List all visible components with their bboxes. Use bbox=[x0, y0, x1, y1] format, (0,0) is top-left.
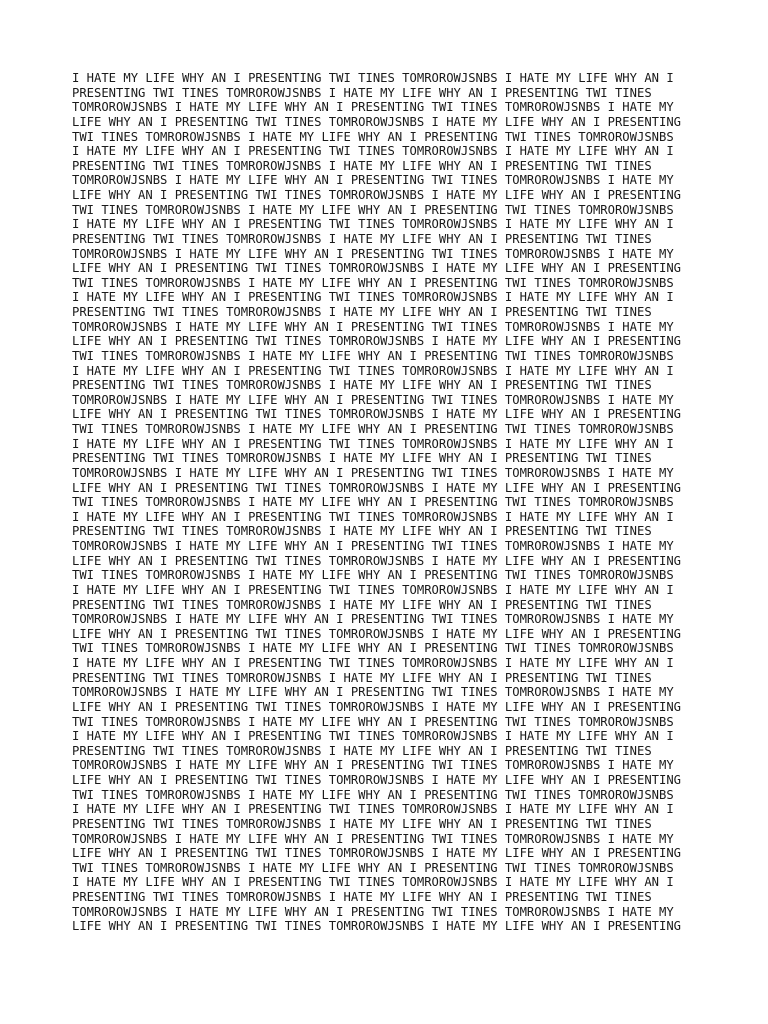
text-line: TOMROROWJSNBS I HATE MY LIFE WHY AN I PRESENTING TWI TINES TOMROROWJSNBS I HATE MY bbox=[72, 465, 674, 480]
text-line: TWI TINES TOMROROWJSNBS I HATE MY LIFE WHY AN I PRESENTING TWI TINES TOMROROWJSNBS bbox=[72, 787, 674, 802]
text-line: LIFE WHY AN I PRESENTING TWI TINES TOMROROWJSNBS I HATE MY LIFE WHY AN I PRESENTING bbox=[72, 334, 682, 349]
text-line: PRESENTING TWI TINES TOMROROWJSNBS I HATE MY LIFE WHY AN I PRESENTING TWI TINES bbox=[72, 670, 652, 685]
text-line: TOMROROWJSNBS I HATE MY LIFE WHY AN I PRESENTING TWI TINES TOMROROWJSNBS I HATE MY bbox=[72, 904, 674, 919]
text-line: TOMROROWJSNBS I HATE MY LIFE WHY AN I PRESENTING TWI TINES TOMROROWJSNBS I HATE MY bbox=[72, 758, 674, 773]
text-line: I HATE MY LIFE WHY AN I PRESENTING TWI TINES TOMROROWJSNBS I HATE MY LIFE WHY AN I bbox=[72, 71, 674, 85]
text-line: TWI TINES TOMROROWJSNBS I HATE MY LIFE WHY AN I PRESENTING TWI TINES TOMROROWJSNBS bbox=[72, 641, 674, 656]
text-line: TOMROROWJSNBS I HATE MY LIFE WHY AN I PRESENTING TWI TINES TOMROROWJSNBS I HATE MY bbox=[72, 831, 674, 846]
text-line: TWI TINES TOMROROWJSNBS I HATE MY LIFE WHY AN I PRESENTING TWI TINES TOMROROWJSNBS bbox=[72, 714, 674, 729]
text-line: I HATE MY LIFE WHY AN I PRESENTING TWI TINES TOMROROWJSNBS I HATE MY LIFE WHY AN I bbox=[72, 875, 674, 890]
text-line: LIFE WHY AN I PRESENTING TWI TINES TOMROROWJSNBS I HATE MY LIFE WHY AN I PRESENTING bbox=[72, 261, 682, 276]
text-line: I HATE MY LIFE WHY AN I PRESENTING TWI TINES TOMROROWJSNBS I HATE MY LIFE WHY AN I bbox=[72, 656, 674, 670]
text-line: LIFE WHY AN I PRESENTING TWI TINES TOMROROWJSNBS I HATE MY LIFE WHY AN I PRESENTING bbox=[72, 846, 682, 861]
text-line: TOMROROWJSNBS I HATE MY LIFE WHY AN I PRESENTING TWI TINES TOMROROWJSNBS I HATE MY bbox=[72, 685, 674, 700]
body-text bbox=[72, 71, 712, 934]
text-line: TWI TINES TOMROROWJSNBS I HATE MY LIFE WHY AN I PRESENTING TWI TINES TOMROROWJSNBS bbox=[72, 568, 674, 583]
text-line: LIFE WHY AN I PRESENTING TWI TINES TOMROROWJSNBS I HATE MY LIFE WHY AN I PRESENTING bbox=[72, 553, 682, 568]
text-line: LIFE WHY AN I PRESENTING TWI TINES TOMROROWJSNBS I HATE MY LIFE WHY AN I PRESENTING bbox=[72, 699, 682, 714]
text-line: PRESENTING TWI TINES TOMROROWJSNBS I HATE MY LIFE WHY AN I PRESENTING TWI TINES bbox=[72, 305, 652, 319]
text-line: PRESENTING TWI TINES TOMROROWJSNBS I HATE MY LIFE WHY AN I PRESENTING TWI TINES bbox=[72, 890, 652, 904]
text-line: PRESENTING TWI TINES TOMROROWJSNBS I HATE MY LIFE WHY AN I PRESENTING TWI TINES bbox=[72, 816, 652, 831]
text-line: PRESENTING TWI TINES TOMROROWJSNBS I HATE MY LIFE WHY AN I PRESENTING TWI TINES bbox=[72, 451, 652, 466]
text-line: LIFE WHY AN I PRESENTING TWI TINES TOMROROWJSNBS I HATE MY LIFE WHY AN I PRESENTING bbox=[72, 919, 682, 934]
text-line: TWI TINES TOMROROWJSNBS I HATE MY LIFE WHY AN I PRESENTING TWI TINES TOMROROWJSNBS bbox=[72, 202, 674, 217]
text-line: PRESENTING TWI TINES TOMROROWJSNBS I HATE MY LIFE WHY AN I PRESENTING TWI TINES bbox=[72, 743, 652, 758]
text-line: LIFE WHY AN I PRESENTING TWI TINES TOMROROWJSNBS I HATE MY LIFE WHY AN I PRESENTING bbox=[72, 188, 682, 202]
text-line: I HATE MY LIFE WHY AN I PRESENTING TWI TINES TOMROROWJSNBS I HATE MY LIFE WHY AN I bbox=[72, 144, 674, 159]
text-line: PRESENTING TWI TINES TOMROROWJSNBS I HATE MY LIFE WHY AN I PRESENTING TWI TINES bbox=[72, 597, 652, 612]
text-line: TWI TINES TOMROROWJSNBS I HATE MY LIFE WHY AN I PRESENTING TWI TINES TOMROROWJSNBS bbox=[72, 495, 674, 510]
text-line: I HATE MY LIFE WHY AN I PRESENTING TWI TINES TOMROROWJSNBS I HATE MY LIFE WHY AN I bbox=[72, 363, 674, 378]
text-line: I HATE MY LIFE WHY AN I PRESENTING TWI TINES TOMROROWJSNBS I HATE MY LIFE WHY AN I bbox=[72, 509, 674, 524]
text-line: LIFE WHY AN I PRESENTING TWI TINES TOMROROWJSNBS I HATE MY LIFE WHY AN I PRESENTING bbox=[72, 480, 682, 495]
text-line: TWI TINES TOMROROWJSNBS I HATE MY LIFE WHY AN I PRESENTING TWI TINES TOMROROWJSNBS bbox=[72, 422, 674, 436]
text-line: TOMROROWJSNBS I HATE MY LIFE WHY AN I PRESENTING TWI TINES TOMROROWJSNBS I HATE MY bbox=[72, 539, 674, 553]
text-line: TWI TINES TOMROROWJSNBS I HATE MY LIFE WHY AN I PRESENTING TWI TINES TOMROROWJSNBS bbox=[72, 348, 674, 363]
text-line: I HATE MY LIFE WHY AN I PRESENTING TWI TINES TOMROROWJSNBS I HATE MY LIFE WHY AN I bbox=[72, 802, 674, 817]
text-line: TOMROROWJSNBS I HATE MY LIFE WHY AN I PRESENTING TWI TINES TOMROROWJSNBS I HATE MY bbox=[72, 319, 674, 334]
text-line: PRESENTING TWI TINES TOMROROWJSNBS I HATE MY LIFE WHY AN I PRESENTING TWI TINES bbox=[72, 231, 652, 246]
text-line: TOMROROWJSNBS I HATE MY LIFE WHY AN I PRESENTING TWI TINES TOMROROWJSNBS I HATE MY bbox=[72, 392, 674, 407]
text-line: LIFE WHY AN I PRESENTING TWI TINES TOMROROWJSNBS I HATE MY LIFE WHY AN I PRESENTING bbox=[72, 407, 682, 422]
text-line: TOMROROWJSNBS I HATE MY LIFE WHY AN I PRESENTING TWI TINES TOMROROWJSNBS I HATE MY bbox=[72, 173, 674, 188]
text-line: TOMROROWJSNBS I HATE MY LIFE WHY AN I PRESENTING TWI TINES TOMROROWJSNBS I HATE MY bbox=[72, 246, 674, 261]
text-line: I HATE MY LIFE WHY AN I PRESENTING TWI TINES TOMROROWJSNBS I HATE MY LIFE WHY AN I bbox=[72, 729, 674, 744]
text-line: TOMROROWJSNBS I HATE MY LIFE WHY AN I PRESENTING TWI TINES TOMROROWJSNBS I HATE MY bbox=[72, 100, 674, 115]
text-line: I HATE MY LIFE WHY AN I PRESENTING TWI TINES TOMROROWJSNBS I HATE MY LIFE WHY AN I bbox=[72, 582, 674, 597]
text-line: TOMROROWJSNBS I HATE MY LIFE WHY AN I PRESENTING TWI TINES TOMROROWJSNBS I HATE MY bbox=[72, 612, 674, 627]
text-line: TWI TINES TOMROROWJSNBS I HATE MY LIFE WHY AN I PRESENTING TWI TINES TOMROROWJSNBS bbox=[72, 129, 674, 144]
text-line: LIFE WHY AN I PRESENTING TWI TINES TOMROROWJSNBS I HATE MY LIFE WHY AN I PRESENTING bbox=[72, 773, 682, 787]
text-line: PRESENTING TWI TINES TOMROROWJSNBS I HATE MY LIFE WHY AN I PRESENTING TWI TINES bbox=[72, 524, 652, 539]
text-line: PRESENTING TWI TINES TOMROROWJSNBS I HATE MY LIFE WHY AN I PRESENTING TWI TINES bbox=[72, 85, 652, 100]
text-line: LIFE WHY AN I PRESENTING TWI TINES TOMROROWJSNBS I HATE MY LIFE WHY AN I PRESENTING bbox=[72, 114, 682, 129]
text-line: PRESENTING TWI TINES TOMROROWJSNBS I HATE MY LIFE WHY AN I PRESENTING TWI TINES bbox=[72, 378, 652, 393]
text-line: I HATE MY LIFE WHY AN I PRESENTING TWI TINES TOMROROWJSNBS I HATE MY LIFE WHY AN I bbox=[72, 290, 674, 305]
text-line: PRESENTING TWI TINES TOMROROWJSNBS I HATE MY LIFE WHY AN I PRESENTING TWI TINES bbox=[72, 158, 652, 173]
text-line: I HATE MY LIFE WHY AN I PRESENTING TWI TINES TOMROROWJSNBS I HATE MY LIFE WHY AN I bbox=[72, 217, 674, 232]
text-line: TWI TINES TOMROROWJSNBS I HATE MY LIFE WHY AN I PRESENTING TWI TINES TOMROROWJSNBS bbox=[72, 275, 674, 290]
text-line: I HATE MY LIFE WHY AN I PRESENTING TWI TINES TOMROROWJSNBS I HATE MY LIFE WHY AN I bbox=[72, 436, 674, 451]
text-line: TWI TINES TOMROROWJSNBS I HATE MY LIFE WHY AN I PRESENTING TWI TINES TOMROROWJSNBS bbox=[72, 860, 674, 875]
text-line: LIFE WHY AN I PRESENTING TWI TINES TOMROROWJSNBS I HATE MY LIFE WHY AN I PRESENTING bbox=[72, 626, 682, 641]
